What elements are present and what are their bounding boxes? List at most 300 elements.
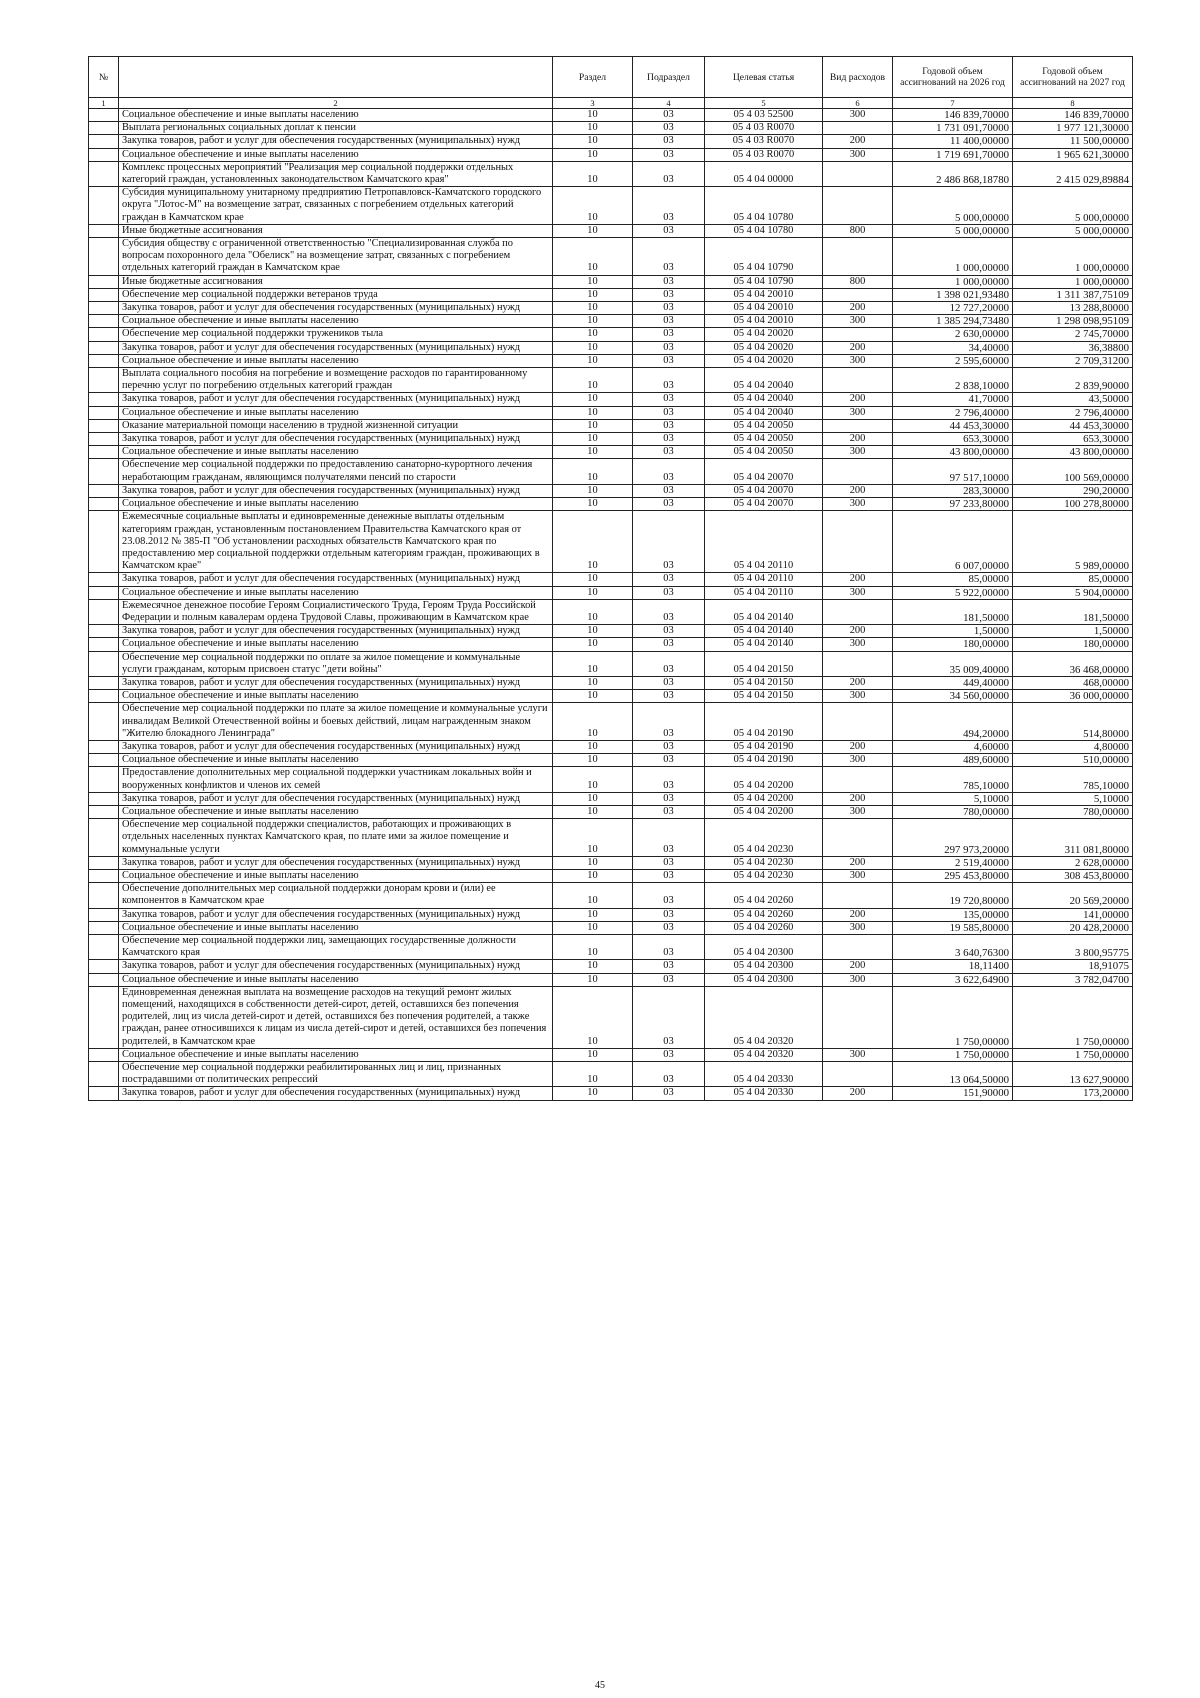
row-amount-2026: 785,10000 [893, 767, 1013, 792]
header-name [119, 57, 553, 98]
table-row [89, 135, 1133, 148]
row-amount-2026: 97 233,80000 [893, 498, 1013, 511]
row-razdel: 10 [553, 599, 633, 624]
row-target-article: 05 4 03 R0070 [705, 148, 823, 161]
row-target-article: 05 4 04 20190 [705, 740, 823, 753]
row-amount-2026: 489,60000 [893, 754, 1013, 767]
row-target-article: 05 4 04 10790 [705, 275, 823, 288]
row-amount-2026: 1 000,00000 [893, 275, 1013, 288]
row-amount-2026: 97 517,10000 [893, 459, 1013, 484]
row-index-cell [89, 187, 119, 225]
budget-table-sheet [88, 56, 1132, 1101]
header-colnum: 4 [633, 98, 705, 109]
row-name: Предоставление дополнительных мер социальной поддержки участникам локальных войн и вооруженных конфликтов и членов их семей [119, 767, 553, 792]
row-amount-2026: 1 000,00000 [893, 238, 1013, 276]
row-amount-2027: 43 800,00000 [1013, 446, 1133, 459]
row-razdel: 10 [553, 856, 633, 869]
row-amount-2027: 785,10000 [1013, 767, 1133, 792]
row-amount-2027: 1,50000 [1013, 625, 1133, 638]
row-podrazdel: 03 [633, 459, 705, 484]
row-podrazdel: 03 [633, 651, 705, 676]
row-amount-2026: 2 838,10000 [893, 368, 1013, 393]
row-index-cell [89, 703, 119, 741]
row-expense-type: 300 [823, 498, 893, 511]
row-index-cell [89, 960, 119, 973]
row-amount-2026: 653,30000 [893, 433, 1013, 446]
row-name: Закупка товаров, работ и услуг для обеспечения государственных (муниципальных) нужд [119, 341, 553, 354]
row-target-article: 05 4 04 20320 [705, 1048, 823, 1061]
row-razdel: 10 [553, 459, 633, 484]
row-razdel: 10 [553, 869, 633, 882]
row-index-cell [89, 275, 119, 288]
row-amount-2026: 2 519,40000 [893, 856, 1013, 869]
row-amount-2027: 308 453,80000 [1013, 869, 1133, 882]
row-expense-type: 200 [823, 484, 893, 497]
row-podrazdel: 03 [633, 161, 705, 186]
row-amount-2027: 43,50000 [1013, 393, 1133, 406]
row-expense-type: 300 [823, 148, 893, 161]
row-index-cell [89, 328, 119, 341]
row-target-article: 05 4 04 10780 [705, 187, 823, 225]
table-row [89, 161, 1133, 186]
row-name: Социальное обеспечение и иные выплаты населению [119, 109, 553, 122]
row-razdel: 10 [553, 109, 633, 122]
table-row [89, 935, 1133, 960]
row-index-cell [89, 315, 119, 328]
row-index-cell [89, 511, 119, 573]
table-row [89, 767, 1133, 792]
table-row [89, 446, 1133, 459]
table-row [89, 921, 1133, 934]
row-razdel: 10 [553, 1087, 633, 1100]
row-amount-2026: 85,00000 [893, 573, 1013, 586]
row-index-cell [89, 638, 119, 651]
row-expense-type: 300 [823, 315, 893, 328]
table-row [89, 973, 1133, 986]
row-amount-2026: 18,11400 [893, 960, 1013, 973]
row-index-cell [89, 446, 119, 459]
row-name: Комплекс процессных мероприятий "Реализация мер социальной поддержки отдельных категорий граждан, установленных законодательством Камчатского края" [119, 161, 553, 186]
row-expense-type: 200 [823, 135, 893, 148]
row-expense-type [823, 883, 893, 908]
row-razdel: 10 [553, 161, 633, 186]
row-target-article: 05 4 04 20200 [705, 792, 823, 805]
row-amount-2026: 41,70000 [893, 393, 1013, 406]
row-podrazdel: 03 [633, 960, 705, 973]
row-amount-2027: 2 796,40000 [1013, 406, 1133, 419]
row-target-article: 05 4 04 20230 [705, 819, 823, 857]
row-razdel: 10 [553, 498, 633, 511]
row-target-article: 05 4 04 20010 [705, 288, 823, 301]
row-razdel: 10 [553, 676, 633, 689]
row-index-cell [89, 459, 119, 484]
row-amount-2027: 1 977 121,30000 [1013, 122, 1133, 135]
row-expense-type [823, 238, 893, 276]
row-target-article: 05 4 04 20140 [705, 638, 823, 651]
row-expense-type: 200 [823, 393, 893, 406]
row-razdel: 10 [553, 960, 633, 973]
row-name: Закупка товаров, работ и услуг для обеспечения государственных (муниципальных) нужд [119, 960, 553, 973]
row-razdel: 10 [553, 819, 633, 857]
row-target-article: 05 4 04 20050 [705, 433, 823, 446]
header-expense-type: Вид расходов [823, 57, 893, 98]
row-index-cell [89, 498, 119, 511]
row-razdel: 10 [553, 406, 633, 419]
row-amount-2027: 2 839,90000 [1013, 368, 1133, 393]
table-header [89, 57, 1133, 109]
row-amount-2026: 283,30000 [893, 484, 1013, 497]
row-amount-2026: 5 922,00000 [893, 586, 1013, 599]
row-razdel: 10 [553, 341, 633, 354]
row-amount-2027: 1 965 621,30000 [1013, 148, 1133, 161]
row-expense-type [823, 651, 893, 676]
row-amount-2026: 12 727,20000 [893, 302, 1013, 315]
row-razdel: 10 [553, 573, 633, 586]
row-razdel: 10 [553, 484, 633, 497]
row-index-cell [89, 1062, 119, 1087]
row-name: Закупка товаров, работ и услуг для обеспечения государственных (муниципальных) нужд [119, 135, 553, 148]
row-amount-2026: 135,00000 [893, 908, 1013, 921]
row-expense-type [823, 703, 893, 741]
row-expense-type: 200 [823, 908, 893, 921]
row-expense-type: 200 [823, 676, 893, 689]
table-row [89, 883, 1133, 908]
row-index-cell [89, 433, 119, 446]
row-target-article: 05 4 04 20330 [705, 1062, 823, 1087]
row-target-article: 05 4 04 10790 [705, 238, 823, 276]
row-expense-type: 200 [823, 1087, 893, 1100]
table-row [89, 315, 1133, 328]
row-expense-type: 200 [823, 302, 893, 315]
row-amount-2027: 146 839,70000 [1013, 109, 1133, 122]
row-amount-2027: 5 989,00000 [1013, 511, 1133, 573]
row-razdel: 10 [553, 792, 633, 805]
row-index-cell [89, 368, 119, 393]
row-index-cell [89, 573, 119, 586]
row-name: Социальное обеспечение и иные выплаты населению [119, 638, 553, 651]
row-amount-2026: 146 839,70000 [893, 109, 1013, 122]
row-podrazdel: 03 [633, 109, 705, 122]
row-target-article: 05 4 04 20010 [705, 315, 823, 328]
row-podrazdel: 03 [633, 676, 705, 689]
row-razdel: 10 [553, 122, 633, 135]
row-podrazdel: 03 [633, 484, 705, 497]
table-row [89, 908, 1133, 921]
row-razdel: 10 [553, 187, 633, 225]
row-index-cell [89, 754, 119, 767]
row-razdel: 10 [553, 238, 633, 276]
row-name: Обеспечение мер социальной поддержки по оплате за жилое помещение и коммунальные услуги гражданам, которым присвоен статус "дети войны" [119, 651, 553, 676]
row-amount-2027: 1 750,00000 [1013, 1048, 1133, 1061]
row-amount-2027: 20 428,20000 [1013, 921, 1133, 934]
table-row [89, 586, 1133, 599]
row-name: Социальное обеспечение и иные выплаты населению [119, 1048, 553, 1061]
row-amount-2026: 34,40000 [893, 341, 1013, 354]
row-razdel: 10 [553, 883, 633, 908]
row-razdel: 10 [553, 973, 633, 986]
row-target-article: 05 4 04 20320 [705, 986, 823, 1048]
row-podrazdel: 03 [633, 288, 705, 301]
row-target-article: 05 4 04 20260 [705, 883, 823, 908]
row-podrazdel: 03 [633, 625, 705, 638]
row-amount-2026: 1 731 091,70000 [893, 122, 1013, 135]
row-name: Социальное обеспечение и иные выплаты населению [119, 446, 553, 459]
row-expense-type: 300 [823, 690, 893, 703]
row-name: Обеспечение мер социальной поддержки тружеников тыла [119, 328, 553, 341]
row-index-cell [89, 676, 119, 689]
row-amount-2026: 1 398 021,93480 [893, 288, 1013, 301]
row-index-cell [89, 122, 119, 135]
row-amount-2027: 468,00000 [1013, 676, 1133, 689]
row-amount-2027: 181,50000 [1013, 599, 1133, 624]
row-name: Закупка товаров, работ и услуг для обеспечения государственных (муниципальных) нужд [119, 625, 553, 638]
row-index-cell [89, 767, 119, 792]
row-razdel: 10 [553, 805, 633, 818]
row-name: Закупка товаров, работ и услуг для обеспечения государственных (муниципальных) нужд [119, 908, 553, 921]
row-name: Закупка товаров, работ и услуг для обеспечения государственных (муниципальных) нужд [119, 1087, 553, 1100]
row-index-cell [89, 1087, 119, 1100]
row-podrazdel: 03 [633, 703, 705, 741]
table-row [89, 148, 1133, 161]
row-razdel: 10 [553, 625, 633, 638]
row-expense-type [823, 1062, 893, 1087]
row-index-cell [89, 819, 119, 857]
row-podrazdel: 03 [633, 275, 705, 288]
header-razdel: Раздел [553, 57, 633, 98]
row-amount-2026: 43 800,00000 [893, 446, 1013, 459]
row-target-article: 05 4 04 20040 [705, 368, 823, 393]
row-target-article: 05 4 04 20230 [705, 856, 823, 869]
row-index-cell [89, 690, 119, 703]
row-expense-type: 300 [823, 109, 893, 122]
row-target-article: 05 4 04 00000 [705, 161, 823, 186]
row-target-article: 05 4 04 20110 [705, 586, 823, 599]
row-podrazdel: 03 [633, 187, 705, 225]
header-colnum: 2 [119, 98, 553, 109]
row-amount-2027: 514,80000 [1013, 703, 1133, 741]
row-amount-2026: 3 622,64900 [893, 973, 1013, 986]
header-year-2027: Годовой объем ассигнований на 2027 год [1013, 57, 1133, 98]
row-amount-2027: 1 311 387,75109 [1013, 288, 1133, 301]
row-index-cell [89, 792, 119, 805]
row-name: Закупка товаров, работ и услуг для обеспечения государственных (муниципальных) нужд [119, 573, 553, 586]
row-index-cell [89, 341, 119, 354]
row-expense-type [823, 599, 893, 624]
header-number: № [89, 57, 119, 98]
row-target-article: 05 4 04 20150 [705, 676, 823, 689]
row-expense-type: 200 [823, 573, 893, 586]
row-target-article: 05 4 04 20070 [705, 459, 823, 484]
row-podrazdel: 03 [633, 754, 705, 767]
row-podrazdel: 03 [633, 148, 705, 161]
row-podrazdel: 03 [633, 690, 705, 703]
row-podrazdel: 03 [633, 511, 705, 573]
row-name: Социальное обеспечение и иные выплаты населению [119, 354, 553, 367]
row-amount-2026: 1 719 691,70000 [893, 148, 1013, 161]
row-expense-type: 300 [823, 446, 893, 459]
row-expense-type [823, 419, 893, 432]
row-name: Субсидия муниципальному унитарному предприятию Петропавловск-Камчатского городского округа "Лотос-М" на возмещение затрат, связанных с погребением отдельных категорий граждан в Камчатском крае [119, 187, 553, 225]
row-amount-2027: 653,30000 [1013, 433, 1133, 446]
row-amount-2027: 36 000,00000 [1013, 690, 1133, 703]
row-index-cell [89, 302, 119, 315]
table-row [89, 856, 1133, 869]
row-target-article: 05 4 04 20150 [705, 690, 823, 703]
row-amount-2027: 1 298 098,95109 [1013, 315, 1133, 328]
row-razdel: 10 [553, 275, 633, 288]
page-number: 45 [595, 1680, 605, 1691]
table-row [89, 187, 1133, 225]
row-target-article: 05 4 04 20230 [705, 869, 823, 882]
row-name: Закупка товаров, работ и услуг для обеспечения государственных (муниципальных) нужд [119, 792, 553, 805]
row-target-article: 05 4 04 20300 [705, 960, 823, 973]
row-podrazdel: 03 [633, 406, 705, 419]
row-expense-type: 800 [823, 275, 893, 288]
row-podrazdel: 03 [633, 986, 705, 1048]
row-expense-type [823, 328, 893, 341]
row-amount-2026: 295 453,80000 [893, 869, 1013, 882]
row-index-cell [89, 935, 119, 960]
row-target-article: 05 4 04 20330 [705, 1087, 823, 1100]
row-name: Социальное обеспечение и иные выплаты населению [119, 148, 553, 161]
row-name: Социальное обеспечение и иные выплаты населению [119, 586, 553, 599]
row-name: Оказание материальной помощи населению в трудной жизненной ситуации [119, 419, 553, 432]
table-row [89, 419, 1133, 432]
table-row [89, 651, 1133, 676]
row-target-article: 05 4 04 20140 [705, 625, 823, 638]
row-podrazdel: 03 [633, 767, 705, 792]
row-amount-2026: 13 064,50000 [893, 1062, 1013, 1087]
row-podrazdel: 03 [633, 805, 705, 818]
row-razdel: 10 [553, 354, 633, 367]
row-podrazdel: 03 [633, 433, 705, 446]
row-name: Обеспечение мер социальной поддержки специалистов, работающих и проживающих в отдельных населенных пунктах Камчатского края, по плате ими за жилое помещение и коммунальные услуги [119, 819, 553, 857]
row-amount-2026: 2 595,60000 [893, 354, 1013, 367]
table-row [89, 986, 1133, 1048]
row-amount-2026: 181,50000 [893, 599, 1013, 624]
row-expense-type [823, 368, 893, 393]
row-amount-2026: 34 560,00000 [893, 690, 1013, 703]
row-razdel: 10 [553, 446, 633, 459]
row-target-article: 05 4 03 R0070 [705, 135, 823, 148]
row-index-cell [89, 419, 119, 432]
row-expense-type [823, 459, 893, 484]
row-razdel: 10 [553, 703, 633, 741]
row-amount-2026: 2 796,40000 [893, 406, 1013, 419]
row-amount-2027: 2 745,70000 [1013, 328, 1133, 341]
row-index-cell [89, 406, 119, 419]
row-podrazdel: 03 [633, 869, 705, 882]
row-index-cell [89, 238, 119, 276]
row-amount-2026: 11 400,00000 [893, 135, 1013, 148]
row-name: Закупка товаров, работ и услуг для обеспечения государственных (муниципальных) нужд [119, 856, 553, 869]
row-podrazdel: 03 [633, 1062, 705, 1087]
row-name: Обеспечение мер социальной поддержки по предоставлению санаторно-курортного лечения неработающим гражданам, являющимся получателями пенсий по старости [119, 459, 553, 484]
row-name: Выплата региональных социальных доплат к пенсии [119, 122, 553, 135]
row-razdel: 10 [553, 986, 633, 1048]
table-row [89, 703, 1133, 741]
row-razdel: 10 [553, 740, 633, 753]
row-amount-2027: 290,20000 [1013, 484, 1133, 497]
row-expense-type: 300 [823, 354, 893, 367]
row-name: Субсидия обществу с ограниченной ответственностью "Специализированная служба по вопросам похоронного дела "Обелиск" на возмещение затрат, связанных с погребением отдельных категорий граждан в Камчатском крае [119, 238, 553, 276]
row-podrazdel: 03 [633, 599, 705, 624]
row-expense-type: 300 [823, 586, 893, 599]
row-razdel: 10 [553, 135, 633, 148]
row-podrazdel: 03 [633, 122, 705, 135]
row-expense-type [823, 122, 893, 135]
table-row [89, 498, 1133, 511]
row-target-article: 05 4 04 20050 [705, 446, 823, 459]
row-index-cell [89, 625, 119, 638]
header-colnum: 6 [823, 98, 893, 109]
row-amount-2026: 3 640,76300 [893, 935, 1013, 960]
row-name: Социальное обеспечение и иные выплаты населению [119, 315, 553, 328]
row-razdel: 10 [553, 148, 633, 161]
row-podrazdel: 03 [633, 921, 705, 934]
row-amount-2026: 5,10000 [893, 792, 1013, 805]
row-target-article: 05 4 03 52500 [705, 109, 823, 122]
row-podrazdel: 03 [633, 573, 705, 586]
row-razdel: 10 [553, 288, 633, 301]
row-expense-type: 200 [823, 341, 893, 354]
table-row [89, 484, 1133, 497]
row-podrazdel: 03 [633, 419, 705, 432]
row-target-article: 05 4 04 20260 [705, 908, 823, 921]
row-name: Закупка товаров, работ и услуг для обеспечения государственных (муниципальных) нужд [119, 433, 553, 446]
row-amount-2027: 311 081,80000 [1013, 819, 1133, 857]
row-amount-2027: 13 288,80000 [1013, 302, 1133, 315]
row-razdel: 10 [553, 419, 633, 432]
row-index-cell [89, 135, 119, 148]
table-row [89, 638, 1133, 651]
row-razdel: 10 [553, 368, 633, 393]
row-podrazdel: 03 [633, 328, 705, 341]
table-row [89, 275, 1133, 288]
row-name: Выплата социального пособия на погребение и возмещение расходов по гарантированному перечню услуг по погребению отдельных категорий граждан [119, 368, 553, 393]
row-expense-type: 200 [823, 740, 893, 753]
row-amount-2027: 5 904,00000 [1013, 586, 1133, 599]
row-expense-type: 300 [823, 638, 893, 651]
row-index-cell [89, 586, 119, 599]
header-target-article: Целевая статья [705, 57, 823, 98]
row-target-article: 05 4 04 20200 [705, 805, 823, 818]
row-expense-type: 200 [823, 856, 893, 869]
row-razdel: 10 [553, 224, 633, 237]
table-row [89, 625, 1133, 638]
row-expense-type: 300 [823, 869, 893, 882]
row-podrazdel: 03 [633, 368, 705, 393]
row-amount-2026: 19 720,80000 [893, 883, 1013, 908]
row-podrazdel: 03 [633, 740, 705, 753]
row-podrazdel: 03 [633, 238, 705, 276]
row-name: Социальное обеспечение и иные выплаты населению [119, 973, 553, 986]
table-row [89, 302, 1133, 315]
row-razdel: 10 [553, 328, 633, 341]
row-target-article: 05 4 04 20260 [705, 921, 823, 934]
row-index-cell [89, 869, 119, 882]
row-razdel: 10 [553, 511, 633, 573]
row-name: Закупка товаров, работ и услуг для обеспечения государственных (муниципальных) нужд [119, 484, 553, 497]
row-target-article: 05 4 04 20050 [705, 419, 823, 432]
table-row [89, 960, 1133, 973]
row-amount-2027: 100 569,00000 [1013, 459, 1133, 484]
row-target-article: 05 4 04 20010 [705, 302, 823, 315]
row-target-article: 05 4 04 20190 [705, 703, 823, 741]
table-row [89, 109, 1133, 122]
row-razdel: 10 [553, 302, 633, 315]
row-expense-type [823, 187, 893, 225]
